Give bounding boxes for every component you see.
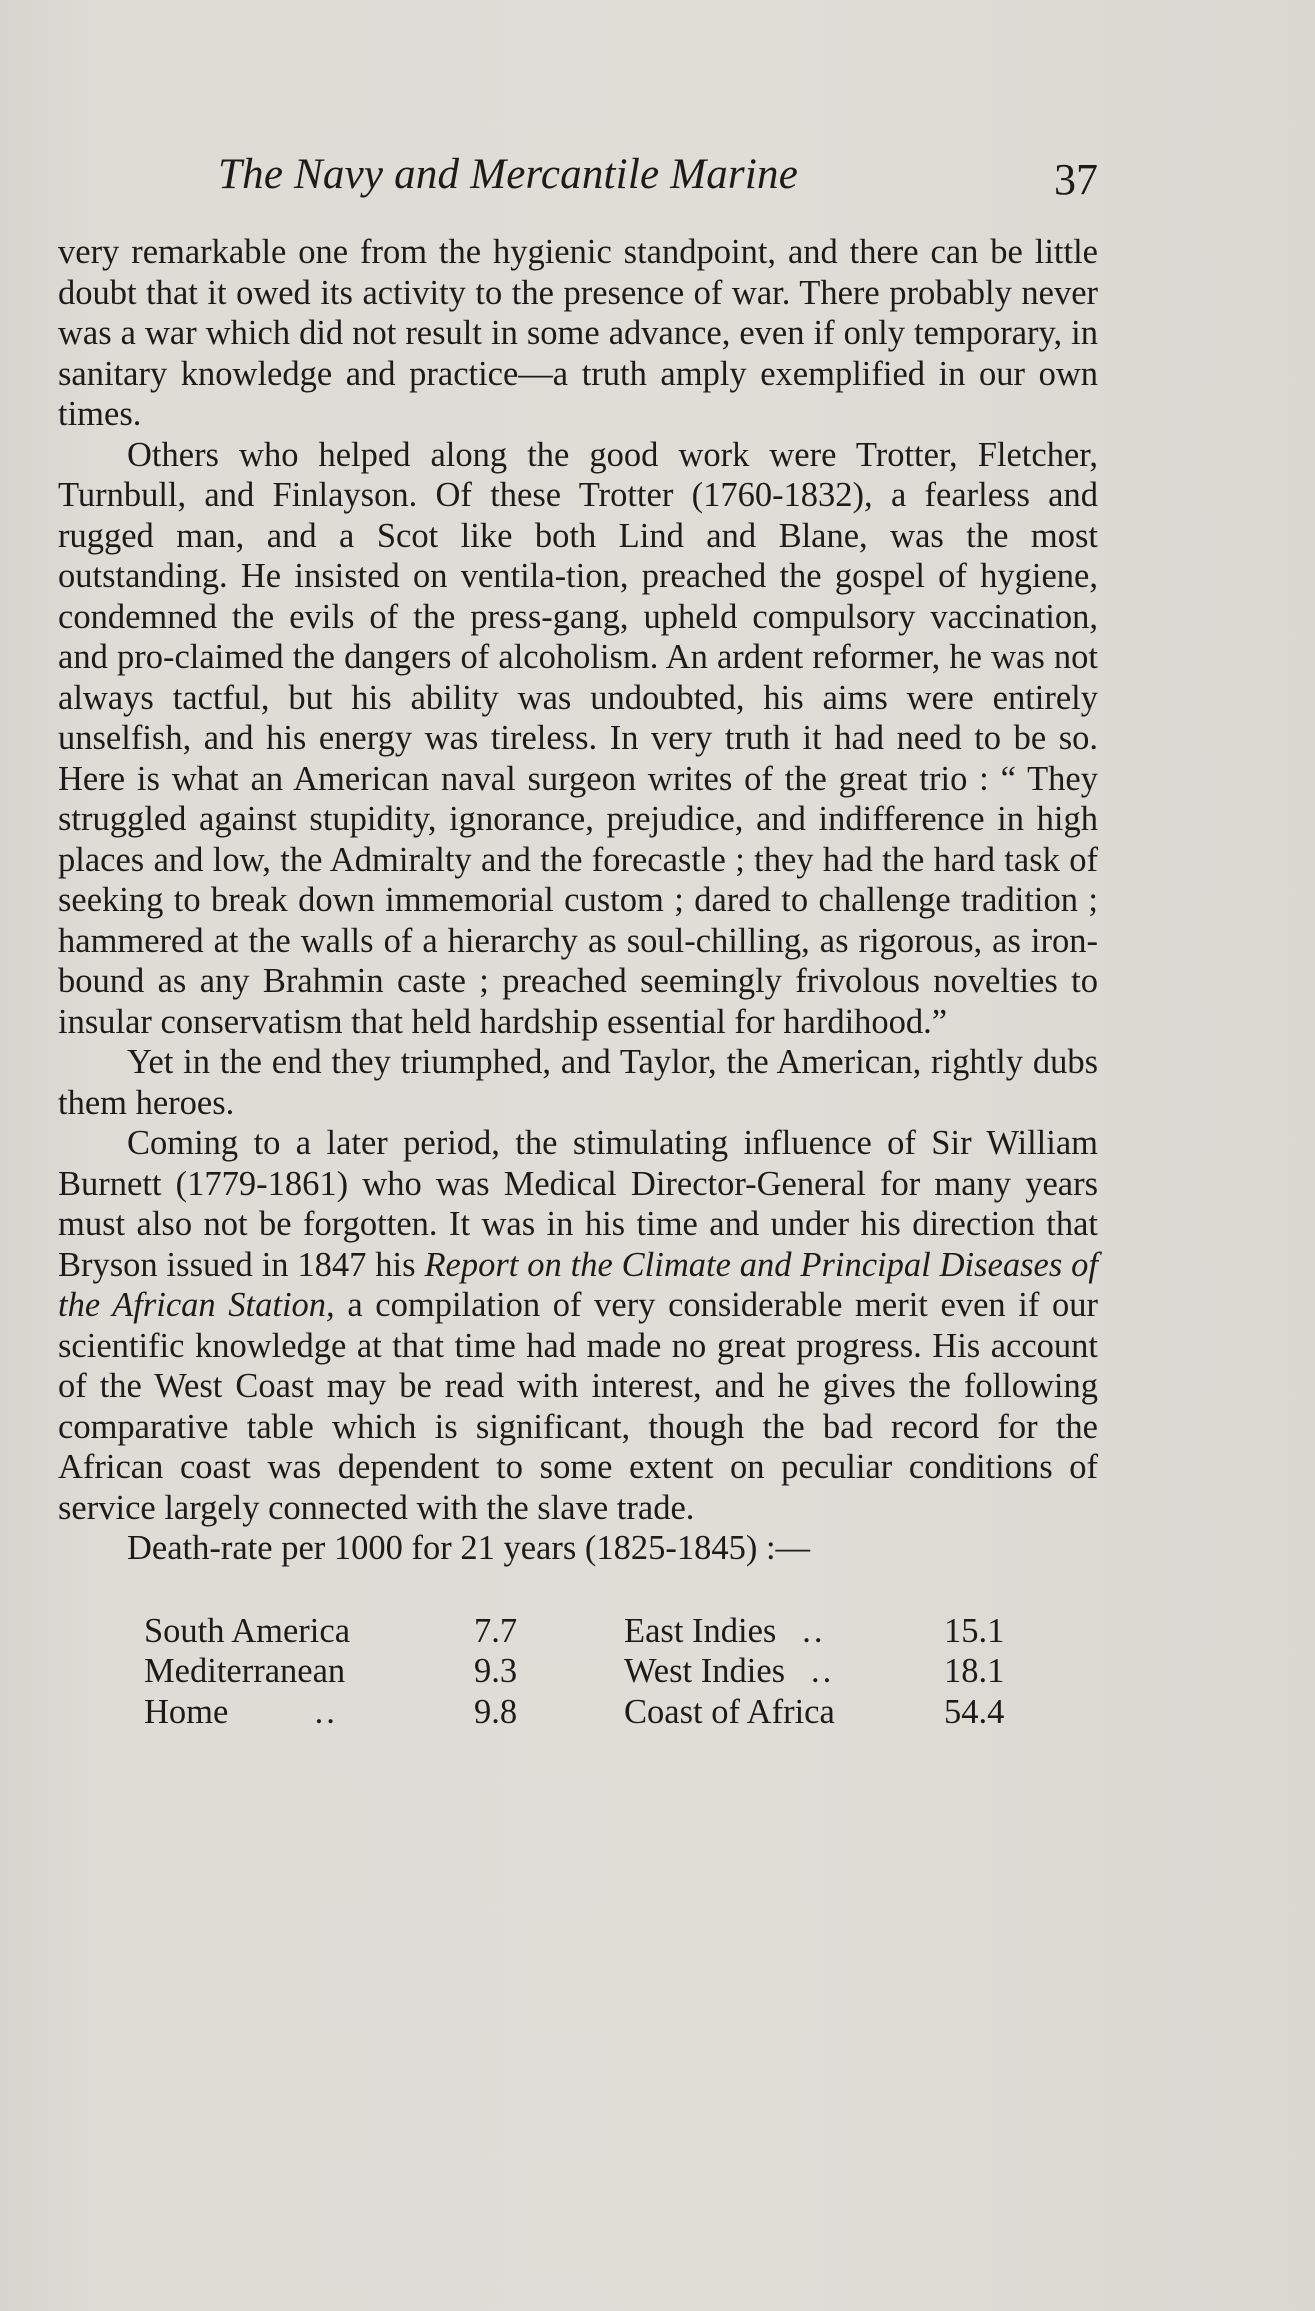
running-title: The Navy and Mercantile Marine [218,151,798,198]
table-cell-place [624,1692,944,1733]
table-row [144,1651,1044,1692]
place-name: West Indies [624,1652,786,1690]
leader-dots: .. [810,1652,835,1690]
page-number: 37 [1054,155,1098,204]
place-name: East Indies [624,1611,777,1650]
paragraph-3 [58,1042,1098,1123]
death-rate-table [144,1611,1044,1733]
table-cell-value: 9.8 [474,1692,518,1731]
book-page [58,150,1098,1732]
table-caption: Death-rate per 1000 for 21 years (1825-1845) :— [127,1529,811,1567]
paragraph-text: very remarkable one from the hygienic standpoint, and there can be little doubt that it owed its activity to the presence of war. There probably never was a war which did not result in some advance, even if only temporary, in sanitary knowledge and practice—a truth amply exemplified in our own times. [58,233,1098,433]
table-row [144,1611,1044,1652]
page-header [58,150,1098,210]
table-cell-value: 18.1 [944,1652,1005,1690]
paragraph-text: Others who helped along the good work were Trotter, Fletcher, Turnbull, and Finlayson. Of these Trotter (1760-1832), a fearless and rugged man, and a Scot like both Lind and Blane, was the most outstanding. He insisted on ventila-tion, preached the gospel of hygiene, condemned the evils of the press-gang, upheld compulsory vaccination, and pro-claimed the dangers of alcoholism. An ardent reformer, he was not always tactful, but his ability was undoubted, his aims were entirely unselfish, and his energy was tireless. In very truth it had need to be so. Here is what an American naval surgeon writes of the great trio : “ They struggled against stupidity, ignorance, prejudice, and indifference in high places and low, the Admiralty and the forecastle ; they had the hard task of seeking to break down immemorial custom ; dared to challenge tradition ; hammered at the walls of a hierarchy as soul-chilling, as rigorous, as iron-bound as any Brahmin caste ; preached seemingly frivolous novelties to insular conservatism that held hardship essential for hardihood.” [58,435,1098,1041]
table-cell-value: 7.7 [474,1611,518,1650]
paragraph-text: Coming to a later period, the stimulating influence of Sir William Burnett (1779-1861) who was Medical Director-General for many years must also not be forgotten. It was in his time and under his direction that Bryson issued in 1847 his [58,1124,1098,1284]
table-cell-place [144,1611,474,1652]
place-name: Home [144,1692,229,1731]
table-cell-place [144,1692,474,1733]
place-name: Coast of Africa [624,1692,835,1731]
report-title: Report on the Climate and Principal Diseases of the African Station, [58,1245,1098,1324]
paragraph-text: Yet in the end they triumphed, and Taylor, the American, rightly dubs them heroes. [58,1043,1098,1122]
leader-dots: .. [314,1692,338,1731]
table-cell-value: 54.4 [944,1692,1005,1731]
place-name: Mediterranean [144,1652,346,1690]
table-cell-place [144,1651,474,1692]
table-row [144,1692,1044,1733]
paragraph-4 [58,1123,1098,1528]
table-cell-place [624,1611,944,1652]
leader-dots: .. [802,1611,826,1650]
body-text [58,232,1098,1732]
table-cell-value: 9.3 [474,1652,518,1690]
table-cell-place [624,1651,944,1692]
paragraph-1 [58,232,1098,435]
paragraph-text: a compilation of very considerable merit even if our scientific knowledge at that time had made no great progress. His account of the West Coast may be read with interest, and he gives the following comparative table which is significant, though the bad record for the African coast was dependent to some extent on peculiar conditions of service largely connected with the slave trade. [58,1286,1098,1527]
paragraph-2 [58,435,1098,1043]
place-name: South America [144,1611,351,1650]
table-cell-value: 15.1 [944,1611,1005,1650]
